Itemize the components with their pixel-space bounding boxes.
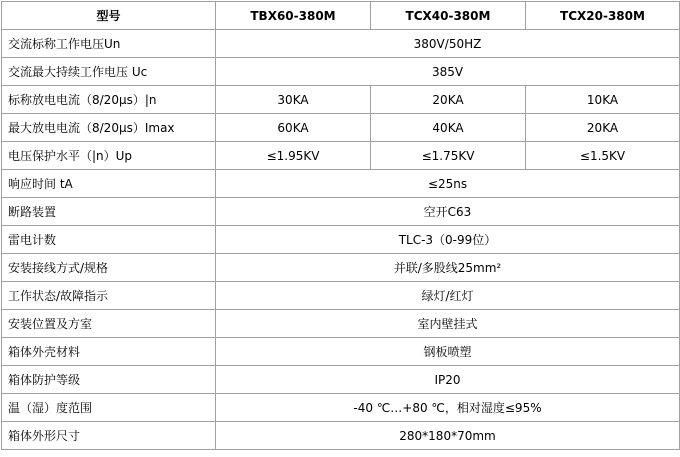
header-cell-model: 型号 [2, 2, 216, 30]
table-row [2, 142, 680, 170]
row-value: ≤1.75KV [371, 142, 526, 170]
row-value: ≤1.95KV [216, 142, 371, 170]
table-row [2, 422, 680, 450]
row-value: 20KA [526, 114, 680, 142]
table-row [2, 254, 680, 282]
table-row [2, 310, 680, 338]
row-value: TLC-3（0-99位） [216, 226, 680, 254]
row-label: 交流最大持续工作电压 Uc [2, 58, 216, 86]
table-row [2, 366, 680, 394]
row-value: 10KA [526, 86, 680, 114]
table-body [2, 2, 680, 450]
row-label: 最大放电电流（8/20μs）Imax [2, 114, 216, 142]
table-row [2, 338, 680, 366]
table-header-row [2, 2, 680, 30]
row-value: ≤1.5KV [526, 142, 680, 170]
header-cell-model-3: TCX20-380M [526, 2, 680, 30]
row-label: 安装接线方式/规格 [2, 254, 216, 282]
row-value: 60KA [216, 114, 371, 142]
table-row [2, 114, 680, 142]
row-label: 电压保护水平（|n）Up [2, 142, 216, 170]
row-label: 交流标称工作电压Un [2, 30, 216, 58]
row-value: 空开C63 [216, 198, 680, 226]
row-value: 20KA [371, 86, 526, 114]
table-row [2, 170, 680, 198]
table-row [2, 226, 680, 254]
table-row [2, 198, 680, 226]
row-value: 380V/50HZ [216, 30, 680, 58]
row-label: 响应时间 tA [2, 170, 216, 198]
table-row [2, 282, 680, 310]
table-row [2, 86, 680, 114]
header-cell-model-1: TBX60-380M [216, 2, 371, 30]
row-value: 30KA [216, 86, 371, 114]
row-label: 标称放电电流（8/20μs）|n [2, 86, 216, 114]
row-value: IP20 [216, 366, 680, 394]
row-value: ≤25ns [216, 170, 680, 198]
header-cell-model-2: TCX40-380M [371, 2, 526, 30]
specification-table [1, 1, 680, 450]
table-row [2, 394, 680, 422]
row-value: 钢板喷塑 [216, 338, 680, 366]
row-value: 40KA [371, 114, 526, 142]
row-label: 雷电计数 [2, 226, 216, 254]
row-value: -40 ℃…+80 ℃，相对湿度≤95% [216, 394, 680, 422]
row-label: 箱体外壳材料 [2, 338, 216, 366]
row-value: 280*180*70mm [216, 422, 680, 450]
row-value: 385V [216, 58, 680, 86]
row-label: 工作状态/故障指示 [2, 282, 216, 310]
row-value: 并联/多股线25mm² [216, 254, 680, 282]
row-label: 箱体防护等级 [2, 366, 216, 394]
row-label: 温（湿）度范围 [2, 394, 216, 422]
row-label: 安装位置及方室 [2, 310, 216, 338]
table-row [2, 58, 680, 86]
row-label: 箱体外形尺寸 [2, 422, 216, 450]
row-label: 断路装置 [2, 198, 216, 226]
table-row [2, 30, 680, 58]
row-value: 室内壁挂式 [216, 310, 680, 338]
row-value: 绿灯/红灯 [216, 282, 680, 310]
